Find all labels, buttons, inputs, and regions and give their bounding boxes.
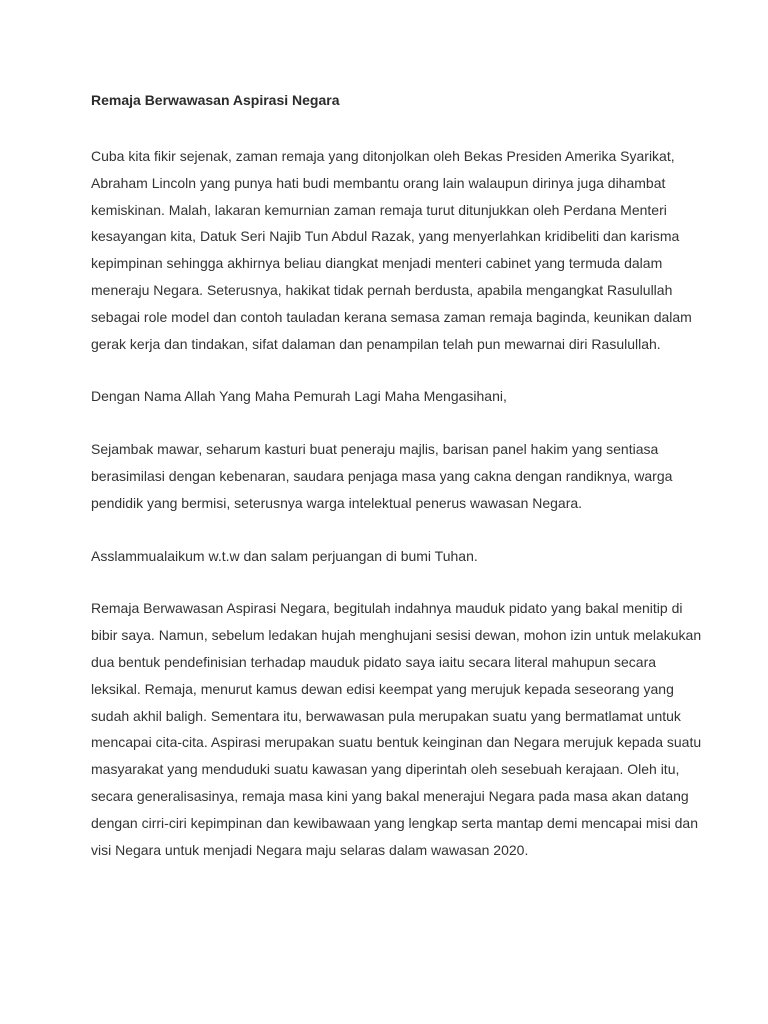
document-title: Remaja Berwawasan Aspirasi Negara: [91, 92, 340, 108]
paragraph-greeting-audience: Sejambak mawar, seharum kasturi buat peneraju majlis, barisan panel hakim yang sentiasa berasimilasi dengan kebenaran, saudara penjaga masa yang cakna dengan randiknya, warga pendidik yang bermisi, seterusnya warga intelektual penerus wawasan Negara.: [91, 441, 673, 511]
paragraph-salam: Asslammualaikum w.t.w dan salam perjuangan di bumi Tuhan.: [91, 547, 478, 564]
paragraph-intro: Cuba kita fikir sejenak, zaman remaja yang ditonjolkan oleh Bekas Presiden Amerika Syarikat, Abraham Lincoln yang punya hati budi membantu orang lain walaupun dirinya juga dihambat kemiskinan. Malah, lakaran kemurnian zaman remaja turut ditunjukkan oleh Perdana Menteri kesayangan kita, Datuk Seri Najib Tun Abdul Razak, yang menyerlahkan kridibeliti dan karisma kepimpinan sehingga akhirnya beliau diangkat menjadi menteri cabinet yang termuda dalam meneraju Negara. Seterusnya, hakikat tidak pernah berdusta, apabila mengangkat Rasulullah sebagai role model dan contoh tauladan kerana semasa zaman remaja baginda, keunikan dalam gerak kerja dan tindakan, sifat dalaman dan penampilan telah pun mewarnai diri Rasulullah.: [91, 148, 692, 352]
paragraph-definition: Remaja Berwawasan Aspirasi Negara, begitulah indahnya mauduk pidato yang bakal menitip di bibir saya. Namun, sebelum ledakan hujah menghujani sesisi dewan, mohon izin untuk melakukan dua bentuk pendefinisian terhadap mauduk pidato saya iaitu secara literal mahupun secara leksikal. Remaja, menurut kamus dewan edisi keempat yang merujuk kepada seseorang yang sudah akhil baligh. Sementara itu, berwawasan pula merupakan suatu yang bermatlamat untuk mencapai cita-cita. Aspirasi merupakan suatu bentuk keinginan dan Negara merujuk kepada suatu masyarakat yang menduduki suatu kawasan yang diperintah oleh sesebuah kerajaan. Oleh itu, secara generalisasinya, remaja masa kini yang bakal menerajui Negara pada masa akan datang dengan cirri-ciri kepimpinan dan kewibawaan yang lengkap serta mantap demi mencapai misi dan visi Negara untuk menjadi Negara maju selaras dalam wawasan 2020.: [91, 600, 702, 858]
paragraph-basmalah: Dengan Nama Allah Yang Maha Pemurah Lagi Maha Mengasihani,: [91, 388, 507, 405]
